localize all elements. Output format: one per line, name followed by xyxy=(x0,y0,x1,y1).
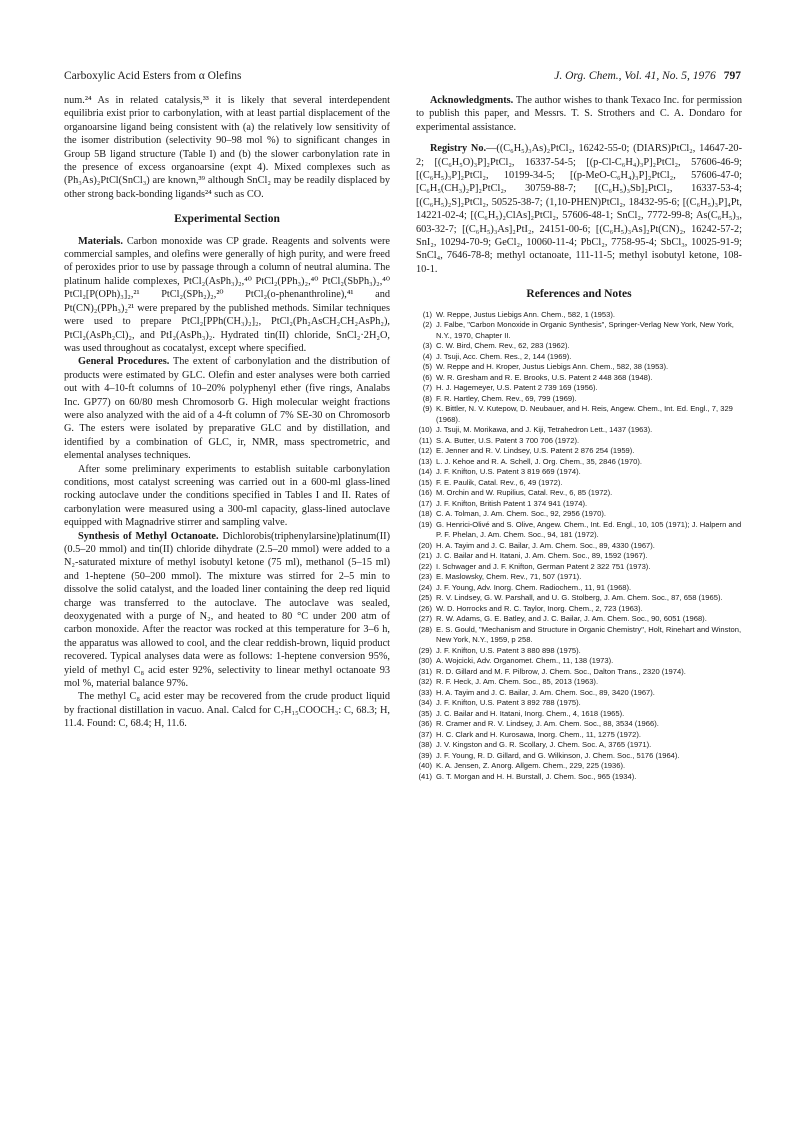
reference-number: (16) xyxy=(418,488,432,498)
reference-text: E. Maslowsky, Chem. Rev., 71, 507 (1971). xyxy=(436,572,582,582)
reference-number: (11) xyxy=(419,435,432,445)
reference-item xyxy=(416,446,742,457)
reference-number: (22) xyxy=(418,561,432,571)
reference-text: J. F. Knifton, U.S. Patent 3 892 788 (1975). xyxy=(436,698,581,708)
reference-text: J. Tsuji, M. Morikawa, and J. Kiji, Tetrahedron Lett., 1437 (1963). xyxy=(436,425,653,435)
reference-item xyxy=(416,320,742,341)
reference-item xyxy=(416,404,742,425)
reference-text: J. F. Knifton, U.S. Patent 3 880 898 (1975). xyxy=(436,645,581,655)
reference-item xyxy=(416,499,742,510)
registry-text: —((C₆H₅)₃As)₂PtCl₂, 16242-55-0; (DIARS)PtCl₂, 14647-20-2; [(C₆H₅O)₃P]₂PtCl₂, 16337-54-5; [(p-Cl-C₆H₄)₃P]₂PtCl₂, 57606-46-9; [(C₆H₅)₃P]₂PtCl₂, 10199-34-5; [(p-MeO-C₆H₄)₃P]₂PtCl₂, 57606-47-0; [C₆H₅(CH₃)₂P]₂PtCl₂, 30759-88-7; [(C₆H₅)₃Sb]₂PtCl₂, 16337-53-4; [(C₆H₅)₂S]₂PtCl₂, 50525-38-7; (1,10-PHEN)PtCl₂, 18432-95-6; [(C₆H₅)₃P]₄Pt, 14221-02-4; [(C₆H₅)₂ClAs]₂PtCl₂, 57606-48-1; SnCl₂, 7772-99-8; As(C₆H₅)₃, 603-32-7; [(C₆H₅)₃As]₂PtI₂, 24151-00-6; [(C₆H₅)₃As]₂Pt(CN)₂, 16242-57-2; SnI₂, 10294-70-9; GeCl₂, 10060-11-4; PbCl₂, 7758-95-4; SbCl₃, 10025-91-9; SnCl₄, 7646-78-8; methyl octanoate, 111-11-5; methyl isobutyl ketone, 108-10-1. xyxy=(416,143,743,275)
materials-label: Materials. xyxy=(78,235,123,247)
reference-number: (12) xyxy=(418,446,432,456)
reference-text: M. Orchin and W. Rupilius, Catal. Rev., 6, 85 (1972). xyxy=(436,488,613,498)
reference-item xyxy=(416,436,742,447)
reference-text: J. F. Young, R. D. Gillard, and G. Wilkinson, J. Chem. Soc., 5176 (1964). xyxy=(436,750,680,760)
reference-item xyxy=(416,583,742,594)
reference-item xyxy=(416,457,742,468)
reference-item xyxy=(416,761,742,772)
left-column xyxy=(64,94,390,731)
acknowledgments-paragraph xyxy=(416,94,742,134)
reference-number: (26) xyxy=(418,603,432,613)
reference-number: (31) xyxy=(418,666,432,676)
reference-item xyxy=(416,677,742,688)
reference-number: (27) xyxy=(418,614,432,624)
journal-name: J. Org. Chem., Vol. 41, No. 5, 1976 xyxy=(554,70,716,82)
reference-text: K. Bittler, N. V. Kutepow, D. Neubauer, and H. Reis, Angew. Chem., Int. Ed. Engl., 7, 329 (1968). xyxy=(436,404,733,424)
reference-text: R. W. Adams, G. E. Batley, and J. C. Bailar, J. Am. Chem. Soc., 90, 6051 (1968). xyxy=(436,614,707,624)
reference-text: G. Henrici-Olivé and S. Olive, Angew. Chem., Int. Ed. Engl., 10, 105 (1971); J. Halpern and P. F. Phelan, J. Am. Chem. Soc., 94, 181 (1972). xyxy=(436,519,742,540)
reference-text: I. Schwager and J. F. Knifton, German Patent 2 322 751 (1973). xyxy=(436,561,651,571)
reference-item xyxy=(416,730,742,741)
reference-number: (10) xyxy=(418,425,432,435)
reference-item xyxy=(416,593,742,604)
general-procedures-label: General Procedures. xyxy=(78,356,170,368)
general-procedures-text: The extent of carbonylation and the distribution of products were estimated by GLC. Olefin and ester analyses were both carried out with 4–10-ft columns of 10–20% polyphenyl ether (five rings, Analabs Inc. GP77) on 60/80 mesh Chromosorb G. High molecular weight fractions were also analyzed with the aid of a 4-ft column of 7% SE-30 on Chromosorb G. The esters were isolated by preparative GLC and by distillation, and identified by a combination of GLC, ir, NMR, mass spectrometric, and elemental analyses techniques. xyxy=(64,356,390,462)
reference-text: J. V. Kingston and G. R. Scollary, J. Chem. Soc. A, 3765 (1971). xyxy=(436,740,652,750)
page-header xyxy=(64,70,741,86)
reference-number: (24) xyxy=(418,582,432,592)
reference-text: J. Tsuji, Acc. Chem. Res., 2, 144 (1969). xyxy=(436,351,572,361)
reference-item xyxy=(416,362,742,373)
reference-item xyxy=(416,751,742,762)
general-procedures-paragraph xyxy=(64,355,390,462)
reference-text: J. Falbe, "Carbon Monoxide in Organic Synthesis", Springer-Verlag New York, New York, N.Y., 1970, Chapter II. xyxy=(436,320,734,340)
reference-text: W. Reppe, Justus Liebigs Ann. Chem., 582, 1 (1953). xyxy=(436,309,615,319)
reference-number: (2) xyxy=(422,320,432,330)
reference-text: J. F. Young, Adv. Inorg. Chem. Radiochem., 11, 91 (1968). xyxy=(436,582,632,592)
reference-item xyxy=(416,488,742,499)
synthesis-label: Synthesis of Methyl Octanoate. xyxy=(78,530,219,542)
references-heading: References and Notes xyxy=(526,288,632,301)
reference-number: (36) xyxy=(418,719,432,729)
reference-text: H. A. Tayim and J. C. Bailar, J. Am. Chem. Soc., 89, 3420 (1967). xyxy=(436,687,655,697)
page-number: 797 xyxy=(723,70,741,82)
reference-number: (8) xyxy=(422,393,432,403)
reference-number: (17) xyxy=(418,498,432,508)
reference-item xyxy=(416,509,742,520)
reference-number: (4) xyxy=(422,351,432,361)
reference-text: F. E. Paulik, Catal. Rev., 6, 49 (1972). xyxy=(436,477,563,487)
reference-number: (37) xyxy=(418,729,432,739)
reference-number: (15) xyxy=(418,477,432,487)
final-paragraph: The methyl C₈ acid ester may be recovered from the crude product liquid by fractional distillation in vacuo. Anal. Calcd for C₇H₁₅COOCH₃: C, 68.3; H, 11.4. Found: C, 68.4; H, 11.6. xyxy=(64,691,390,730)
materials-text: Carbon monoxide was CP grade. Reagents and solvents were commercial samples, and olefins were generally of high purity, and were freed of peroxides prior to use by passage through a column of neutral alumina. The platinum halide complexes, PtCl₂(AsPh₃)₂,⁴⁰ PtCl₂(PPh₃)₂,⁴⁰ PtCl₂(SbPh₃)₂,⁴⁰ PtCl₂[P(OPh)₃]₂,²¹ PtCl₂(SPh₂)₂,²⁰ PtCl₂(o-phenanthroline),⁴¹ and Pt(CN)₂(PPh₃)₂²¹ were prepared by the published methods. Similar techniques were used to prepare PtCl₂[PPh(CH₃)₂]₂, PtCl₂(Ph₂AsCH₂CH₂AsPh₂), PtCl₂(AsPh₂Cl)₂, and PtI₂(AsPh₃)₂. Hydrated tin(II) chloride, SnCl₂·2H₂O, was used throughout as cocatalyst, except where specified. xyxy=(64,235,390,354)
reference-text: H. A. Tayim and J. C. Bailar, J. Am. Chem. Soc., 89, 4330 (1967). xyxy=(436,540,655,550)
reference-text: K. A. Jensen, Z. Anorg. Allgem. Chem., 229, 225 (1936). xyxy=(436,761,626,771)
reference-text: E. S. Gould, "Mechanism and Structure in Organic Chemistry", Holt, Rinehart and Winston, New York, N.Y., 1959, p 258. xyxy=(436,624,742,645)
reference-item xyxy=(416,656,742,667)
reference-number: (32) xyxy=(418,677,432,687)
reference-item xyxy=(416,373,742,384)
reference-text: L. J. Kehoe and R. A. Schell, J. Org. Chem., 35, 2846 (1970). xyxy=(436,456,642,466)
reference-number: (6) xyxy=(422,372,432,382)
reference-text: W. D. Horrocks and R. C. Taylor, Inorg. Chem., 2, 723 (1963). xyxy=(436,603,643,613)
reference-text: G. T. Morgan and H. H. Burstall, J. Chem. Soc., 965 (1934). xyxy=(436,771,637,781)
reference-text: J. C. Bailar and H. Itatani, Inorg. Chem., 4, 1618 (1965). xyxy=(436,708,625,718)
reference-number: (19) xyxy=(418,519,432,529)
reference-item xyxy=(416,698,742,709)
acknowledgments-label: Acknowledgments. xyxy=(430,95,514,106)
reference-item xyxy=(416,520,742,541)
reference-item xyxy=(416,614,742,625)
reference-text: R. Cramer and R. V. Lindsey, J. Am. Chem. Soc., 88, 3534 (1966). xyxy=(436,719,659,729)
synthesis-paragraph xyxy=(64,530,390,691)
reference-number: (29) xyxy=(418,645,432,655)
reference-text: E. Jenner and R. V. Lindsey, U.S. Patent 2 876 254 (1959). xyxy=(436,446,635,456)
reference-number: (25) xyxy=(418,593,432,603)
references-list xyxy=(416,310,742,783)
reference-number: (38) xyxy=(418,740,432,750)
reference-number: (34) xyxy=(418,698,432,708)
reference-item xyxy=(416,709,742,720)
reference-item xyxy=(416,604,742,615)
reference-number: (9) xyxy=(422,404,432,414)
reference-item xyxy=(416,341,742,352)
reference-text: C. A. Tolman, J. Am. Chem. Soc., 92, 2956 (1970). xyxy=(436,509,606,519)
reference-item xyxy=(416,310,742,321)
reference-text: F. R. Hartley, Chem. Rev., 69, 799 (1969). xyxy=(436,393,577,403)
reference-item xyxy=(416,646,742,657)
registry-label: Registry No. xyxy=(430,143,487,155)
reference-number: (41) xyxy=(418,771,432,781)
reference-number: (18) xyxy=(418,509,432,519)
reference-number: (21) xyxy=(418,551,432,561)
reference-text: A. Wojcicki, Adv. Organomet. Chem., 11, 138 (1973). xyxy=(436,656,614,666)
reference-item xyxy=(416,383,742,394)
reference-number: (35) xyxy=(418,708,432,718)
reference-text: C. W. Bird, Chem. Rev., 62, 283 (1962). xyxy=(436,341,570,351)
reference-text: J. F. Knifton, U.S. Patent 3 819 669 (1974). xyxy=(436,467,581,477)
reference-number: (13) xyxy=(418,456,432,466)
reference-item xyxy=(416,772,742,783)
reference-text: S. A. Butter, U.S. Patent 3 700 706 (1972). xyxy=(436,435,580,445)
reference-item xyxy=(416,425,742,436)
reference-number: (20) xyxy=(418,540,432,550)
reference-item xyxy=(416,541,742,552)
reference-item xyxy=(416,625,742,646)
reference-item xyxy=(416,740,742,751)
reference-item xyxy=(416,688,742,699)
reference-number: (30) xyxy=(418,656,432,666)
acknowledgments-text: The author wishes to thank Texaco Inc. for permission to publish this paper, and Messrs. T. S. Strothers and C. A. Dondaro for experimental assistance. xyxy=(416,95,742,133)
reference-item xyxy=(416,667,742,678)
reference-item xyxy=(416,551,742,562)
reference-text: H. C. Clark and H. Kurosawa, Inorg. Chem., 11, 1275 (1972). xyxy=(436,729,641,739)
reference-number: (7) xyxy=(422,383,432,393)
reference-item xyxy=(416,572,742,583)
reference-number: (33) xyxy=(418,687,432,697)
reference-text: R. V. Lindsey, G. W. Parshall, and U. G. Stolberg, J. Am. Chem. Soc., 87, 658 (1965). xyxy=(436,593,723,603)
intro-paragraph: num.²⁴ As in related catalysis,³³ it is likely that several interdependent equilibria exist prior to carbonylation, with at least partial displacement of the organoarsine ligand being consistent with (a) the relatively low sensitivity of the isomer distribution (selectivity 90–98 mol %) to significant changes in Group 5B ligand structure (Table I) and (b) the slower carbonylation rate in the presence of excess organoarsine (expt 4). Mixed complexes such as (Ph₃As)₂PtCl(SnCl₃) are known,³⁹ although SnCl₂ may be readily displaced by other strong back-bonding ligands²⁴ such as CO. xyxy=(64,95,390,200)
reference-item xyxy=(416,719,742,730)
reference-number: (5) xyxy=(422,362,432,372)
reference-item xyxy=(416,478,742,489)
reference-text: J. C. Bailar and H. Itatani, J. Am. Chem. Soc., 89, 1592 (1967). xyxy=(436,551,648,561)
journal-citation xyxy=(554,70,741,82)
reference-item xyxy=(416,394,742,405)
synthesis-text: Dichlorobis(triphenylarsine)platinum(II) (0.5–20 mmol) and tin(II) chloride dihydrate (2.5–20 mmol) were added to a N₂-saturated mixture of methyl isobutyl ketone (75 ml), methanol (5–15 ml) and 1-heptene (50–200 mmol). The mixture was stirred for 2–5 min to dissolve the solid catalyst, and the loaded liner containing the deep red liquid charge was transferred to the autoclave. The autoclave was sealed, deoxygenated with a purge of N₂, and heated to 80 °C under 200 atm of carbon monoxide. After the reactor was rocked at this temperature for 3–6 h, the apparatus was allowed to cool, and the clear reddish-brown, liquid product recovered. Typical analyses data were as follows: 1-heptene conversion 95%, yield of methyl C₈ acid ester 92%, selectivity to linear methyl octanoate 93 mol %, material balance 97%. xyxy=(64,530,390,690)
running-title: Carboxylic Acid Esters from α Olefins xyxy=(64,70,242,82)
reference-number: (39) xyxy=(418,750,432,760)
reference-text: W. R. Gresham and R. E. Brooks, U.S. Patent 2 448 368 (1948). xyxy=(436,372,653,382)
reference-number: (28) xyxy=(418,624,432,634)
materials-paragraph xyxy=(64,235,390,356)
reference-number: (3) xyxy=(422,341,432,351)
reference-item xyxy=(416,352,742,363)
reference-text: R. F. Heck, J. Am. Chem. Soc., 85, 2013 (1963). xyxy=(436,677,599,687)
reference-text: R. D. Gillard and M. F. Pilbrow, J. Chem. Soc., Dalton Trans., 2320 (1974). xyxy=(436,666,686,676)
reference-item xyxy=(416,562,742,573)
reference-item xyxy=(416,467,742,478)
registry-paragraph xyxy=(416,142,742,276)
right-column xyxy=(416,94,742,782)
screening-paragraph: After some preliminary experiments to establish suitable carbonylation conditions, most catalyst screening was carried out in a 600-ml glass-lined rocking autoclave under the conditions specified in Tables I and II. Rates of carbonylation were measured using a 300-ml capacity, glass-lined autoclave equipped with Magnadrive stirrer and sampling valve. xyxy=(64,463,390,529)
experimental-heading: Experimental Section xyxy=(174,213,280,226)
reference-number: (23) xyxy=(418,572,432,582)
reference-text: W. Reppe and H. Kroper, Justus Liebigs Ann. Chem., 582, 38 (1953). xyxy=(436,362,669,372)
reference-text: H. J. Hagemeyer, U.S. Patent 2 739 169 (1956). xyxy=(436,383,598,393)
reference-number: (40) xyxy=(418,761,432,771)
reference-number: (1) xyxy=(422,309,432,319)
reference-text: J. F. Knifton, British Patent 1 374 941 (1974). xyxy=(436,498,588,508)
reference-number: (14) xyxy=(418,467,432,477)
